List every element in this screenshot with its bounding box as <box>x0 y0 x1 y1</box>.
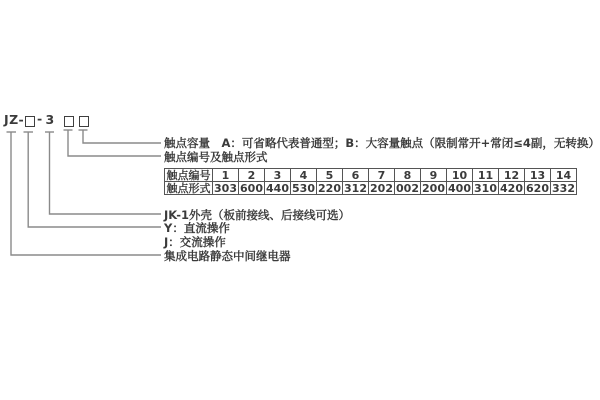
contact-number-cell: 12 <box>499 169 525 182</box>
contact-number-cell: 9 <box>421 169 447 182</box>
table-row-contact-numbers <box>165 169 577 182</box>
contact-form-cell: 002 <box>396 181 419 195</box>
contact-form-cell: 440 <box>266 181 289 195</box>
leader-capacity <box>83 130 161 143</box>
row-header-contact-form: 触点形式 <box>166 181 211 195</box>
model-digit: 3 <box>45 112 55 127</box>
contact-number-cell: 6 <box>343 169 369 182</box>
contact-form-cell: 200 <box>422 181 445 195</box>
contact-form-cell: 420 <box>500 181 523 195</box>
contact-number-cell: 4 <box>291 169 317 182</box>
row-header-contact-number: 触点编号 <box>166 168 211 182</box>
callout-product-name: 集成电路静态中间继电器 <box>164 248 291 263</box>
contact-form-cell: 303 <box>214 181 237 195</box>
contact-number-cell: 3 <box>265 169 291 182</box>
leader-dc <box>28 132 161 227</box>
contact-form-cell: 310 <box>474 181 497 195</box>
callout-contact-capacity: 触点容量 A：可省略代表普通型；B：大容量触点（限制常开+常闭≤4副，无转换） <box>164 136 600 150</box>
contact-form-cell: 600 <box>240 181 263 195</box>
contact-number-cell: 10 <box>447 169 473 182</box>
table-row-contact-forms <box>165 182 577 195</box>
model-prefix: JZ- <box>4 112 25 127</box>
contact-number-cell: 5 <box>317 169 343 182</box>
leader-shell <box>50 132 162 214</box>
contact-number-cell: 1 <box>213 169 239 182</box>
contact-form-cell: 620 <box>526 181 549 195</box>
contact-form-table <box>164 168 577 195</box>
contact-form-cell: 530 <box>292 181 315 195</box>
contact-form-cell: 202 <box>370 181 393 195</box>
contact-form-cell: 332 <box>552 181 575 195</box>
contact-number-cell: 2 <box>239 169 265 182</box>
contact-number-cell: 13 <box>525 169 551 182</box>
contact-number-cell: 14 <box>551 169 577 182</box>
contact-number-cell: 8 <box>395 169 421 182</box>
callout-dc-operation: Y：直流操作 <box>164 220 230 235</box>
model-placeholder-box-3 <box>79 116 89 127</box>
leader-contact-form <box>68 130 161 156</box>
contact-form-cell: 400 <box>448 181 471 195</box>
contact-number-cell: 11 <box>473 169 499 182</box>
callout-shell: JK-1外壳（板前接线、后接线可选） <box>164 207 350 222</box>
leader-product <box>11 132 161 255</box>
callout-contact-form-title: 触点编号及触点形式 <box>164 149 268 164</box>
model-dash: - <box>37 111 43 126</box>
model-placeholder-box-2 <box>64 116 74 127</box>
contact-form-cell: 220 <box>318 181 341 195</box>
contact-form-cell: 312 <box>344 181 367 195</box>
contact-number-cell: 7 <box>369 169 395 182</box>
callout-ac-operation: J：交流操作 <box>164 234 226 249</box>
model-placeholder-box-1 <box>25 116 35 127</box>
